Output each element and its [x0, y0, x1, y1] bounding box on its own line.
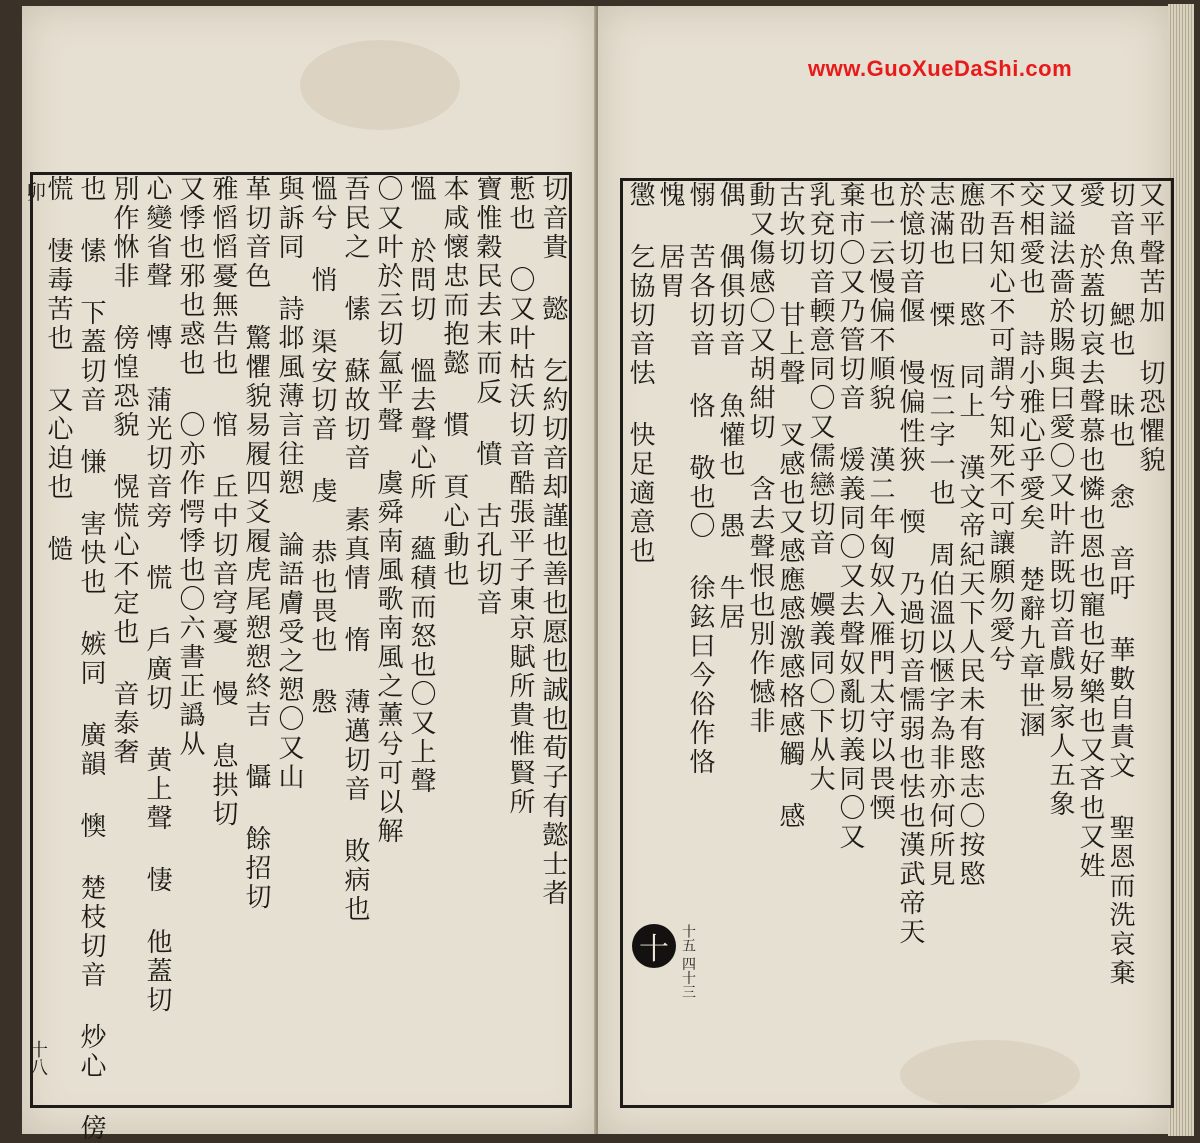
text-column: 懲 乞協切音怯 快足適意也 [625, 181, 655, 566]
text-column: 不吾知心不可謂兮知死不可讓願勿愛兮 [985, 181, 1015, 674]
paper-stain [300, 40, 460, 130]
text-column: 心變省聲 慱 蒲光切音旁 慌 戶廣切 黄上聲 悽 他蓋切 [142, 175, 172, 1015]
folio-number: 十八 [27, 1040, 48, 1076]
right-text-frame [620, 178, 1174, 1108]
text-column: 切音魚 鰓也 昧也 悆 音吁 華數自責文 聖恩而洗哀棄 [1105, 181, 1135, 988]
text-column: 動又傷感〇又胡紺切 含去聲恨也別作憾非 [745, 181, 775, 736]
text-column: 〇又叶於云切氳平聲 虞舜南風歌南風之薰兮可以解 [373, 175, 403, 846]
text-column: 吾民之 愫 蘇故切音 素真情 惰 薄邁切音 敗病也 [340, 175, 370, 924]
text-column: 切音貴 懿 乞約切音却謹也善也愿也誠也荀子有懿士者 [538, 175, 568, 908]
text-column: 本咸懷忠而抱懿 慣 頁心動也 [439, 175, 469, 589]
text-column: 應劭曰 愍 同上 漢文帝紀天下人民未有愍志〇按愍 [955, 181, 985, 889]
text-column: 慙也 〇又叶枯沃切音酷張平子東京賦所貴惟賢所 [505, 175, 535, 817]
text-column: 愵 苦各切音 恪 敬也〇 徐鉉曰今俗作恪 [685, 181, 715, 777]
text-column: 慌 悽毒苦也 又心迫也 慥 [43, 175, 73, 564]
text-column: 革切音色 驚懼貌易履四爻履虎尾愬愬終吉 懾 餘招切 [241, 175, 271, 912]
left-text-frame [30, 172, 572, 1143]
text-column: 也一云慢偏不順貌 漢二年匈奴入雁門太守以畏愞 [865, 181, 895, 823]
text-column: 也 愫 下蓋切音 慊 害快也 嫉同 廣韻 懊 楚枝切音 炒心 傍 [76, 175, 106, 1143]
text-column: 別作恘非 傍惶恐貌 愰慌心不定也 音泰奢 [109, 175, 139, 767]
text-column: 又平聲苦加 切恐懼貌 [1135, 181, 1165, 475]
text-column: 慍 於問切 慍去聲心所 蘊積而怒也〇又上聲 [406, 175, 436, 796]
text-column: 交相愛也 詩小雅心乎愛矣 楚辭九章世溷 [1015, 181, 1045, 740]
text-column: 古坎切 甘上聲 叉感也又感應感激感格感觸 感 [775, 181, 805, 831]
text-column: 與訴同 詩邶風薄言往愬 論語膚受之愬〇又山 [274, 175, 304, 792]
text-column: 愛 於蓋切哀去聲慕也憐也恩也寵也好樂也又吝也又姓 [1075, 181, 1105, 881]
text-column: 愧 居胃 [655, 181, 685, 301]
text-column: 棄市〇又乃管切音 煖義同〇又去聲奴亂切義同〇又 [835, 181, 865, 852]
text-column: 雅慆慆憂無告也 悺 丘中切音穹憂 慢 息拱切 [208, 175, 238, 829]
text-column: 乳兗切音輭意同〇又儒戀切音 嬽義同〇下从大 [805, 181, 835, 794]
sheet-number: 十五 四十三 [680, 924, 696, 999]
text-column: 又悸也邪也惑也 〇亦作愕悸也〇六書正譌从 [175, 175, 205, 759]
text-column: 於憶切音偃 慢偏性狹 愞 乃過切音懦弱也怯也漢武帝天 [895, 181, 925, 947]
corner-mark: 卯 [26, 180, 46, 204]
watermark: www.GuoXueDaShi.com [808, 56, 1073, 81]
text-column: 慍兮 悄 渠安切音 虔 恭也畏也 慇 [307, 175, 337, 717]
text-column: 又謚法嗇於賜與曰愛〇又叶許既切音戲易家人五象 [1045, 181, 1075, 819]
section-seal: 十 [632, 924, 676, 968]
text-column: 偶 偶俱切音 魚懽也 愚 牛居 [715, 181, 745, 632]
text-column: 志滿也 慄 恆二字一也 周伯溫以愜字為非亦何所見 [925, 181, 955, 889]
text-column: 寶惟穀民去末而反 憤 古孔切音 [472, 175, 502, 618]
